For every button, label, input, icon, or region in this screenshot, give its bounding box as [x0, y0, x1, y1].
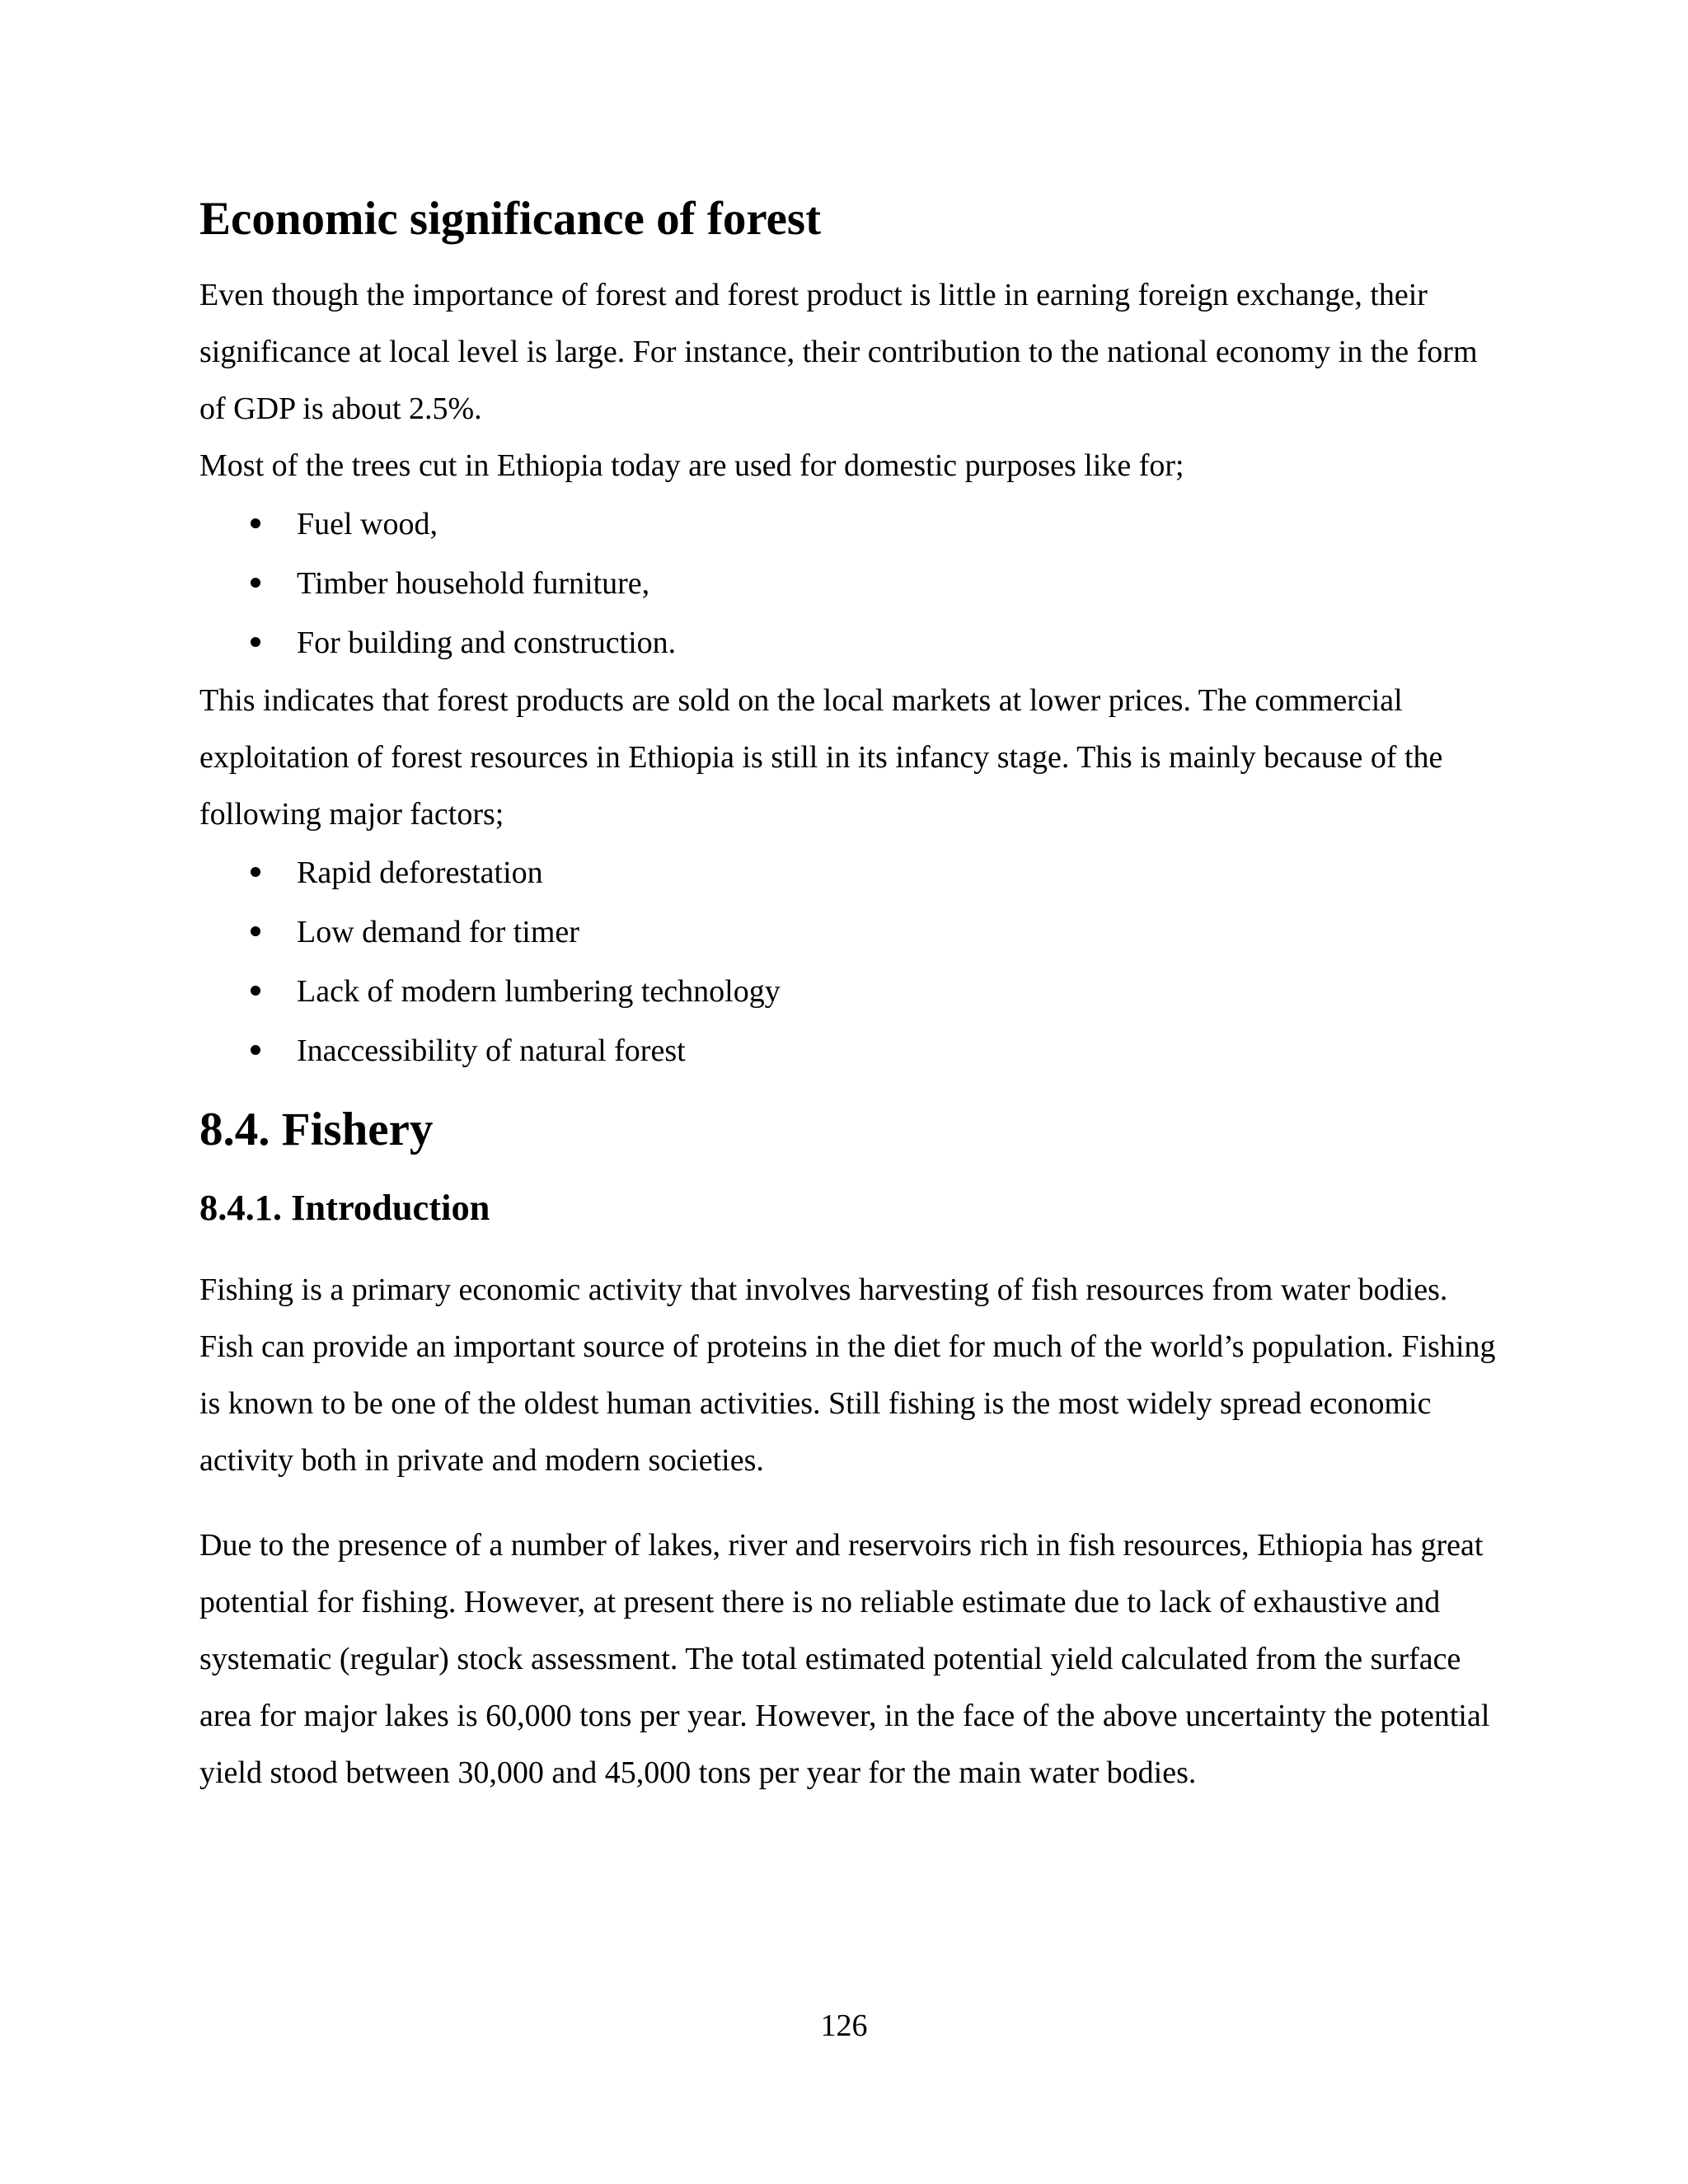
bullet-icon [251, 518, 260, 528]
page-number: 126 [820, 2008, 868, 2043]
paragraph-commercial: This indicates that forest products are sold on the local markets at lower prices. The commercial exploitation of forest resources in Ethiopia is still in its infancy stage. This is mainly because of the following major factors; [199, 683, 1443, 832]
paragraph-fishing-intro: Fishing is a primary economic activity that involves harvesting of fish resources from water bodies. Fish can provide an important source of proteins in the diet for much of the world’s population. Fishing is known to be one of the oldest human activities. Still fishing is the most widely spread economic activity both in private and modern societies. [199, 1272, 1496, 1478]
paragraph-gdp: Even though the importance of forest and forest product is little in earning foreign exchange, their significance at local level is large. For instance, their contribution to the national economy in the form of GDP is about 2.5%. [199, 278, 1478, 426]
document-page [199, 194, 1502, 1802]
bullet-icon [251, 578, 260, 588]
list-item: Timber household furniture, [199, 554, 1502, 613]
bullet-icon [251, 867, 260, 877]
list-item: Lack of modern lumbering technology [199, 962, 1502, 1021]
list-item: For building and construction. [199, 613, 1502, 673]
bullet-icon [251, 926, 260, 936]
section-heading-economic: Economic significance of forest [199, 193, 822, 245]
paragraph-fishing-potential: Due to the presence of a number of lakes, river and reservoirs rich in fish resources, Ethiopia has great potential for fishing. However, at present there is no reliable estimate due to lack of exhaustive and systematic (regular) stock assessment. The total estimated potential yield calculated from the surface area for major lakes is 60,000 tons per year. However, in the face of the above uncertainty the potential yield stood between 30,000 and 45,000 tons per year for the main water bodies. [199, 1528, 1490, 1790]
factors-list [199, 843, 1502, 1080]
bullet-icon [251, 637, 260, 647]
list-item: Inaccessibility of natural forest [199, 1021, 1502, 1080]
bullet-icon [251, 1045, 260, 1055]
list-item: Low demand for timer [199, 902, 1502, 962]
section-heading-fishery: 8.4. Fishery [199, 1104, 434, 1155]
bullet-icon [251, 986, 260, 996]
list-item: Rapid deforestation [199, 843, 1502, 902]
list-item: Fuel wood, [199, 494, 1502, 554]
subsection-heading-introduction: 8.4.1. Introduction [199, 1187, 490, 1228]
uses-list [199, 494, 1502, 673]
paragraph-domestic-uses: Most of the trees cut in Ethiopia today are used for domestic purposes like for; [199, 448, 1184, 483]
